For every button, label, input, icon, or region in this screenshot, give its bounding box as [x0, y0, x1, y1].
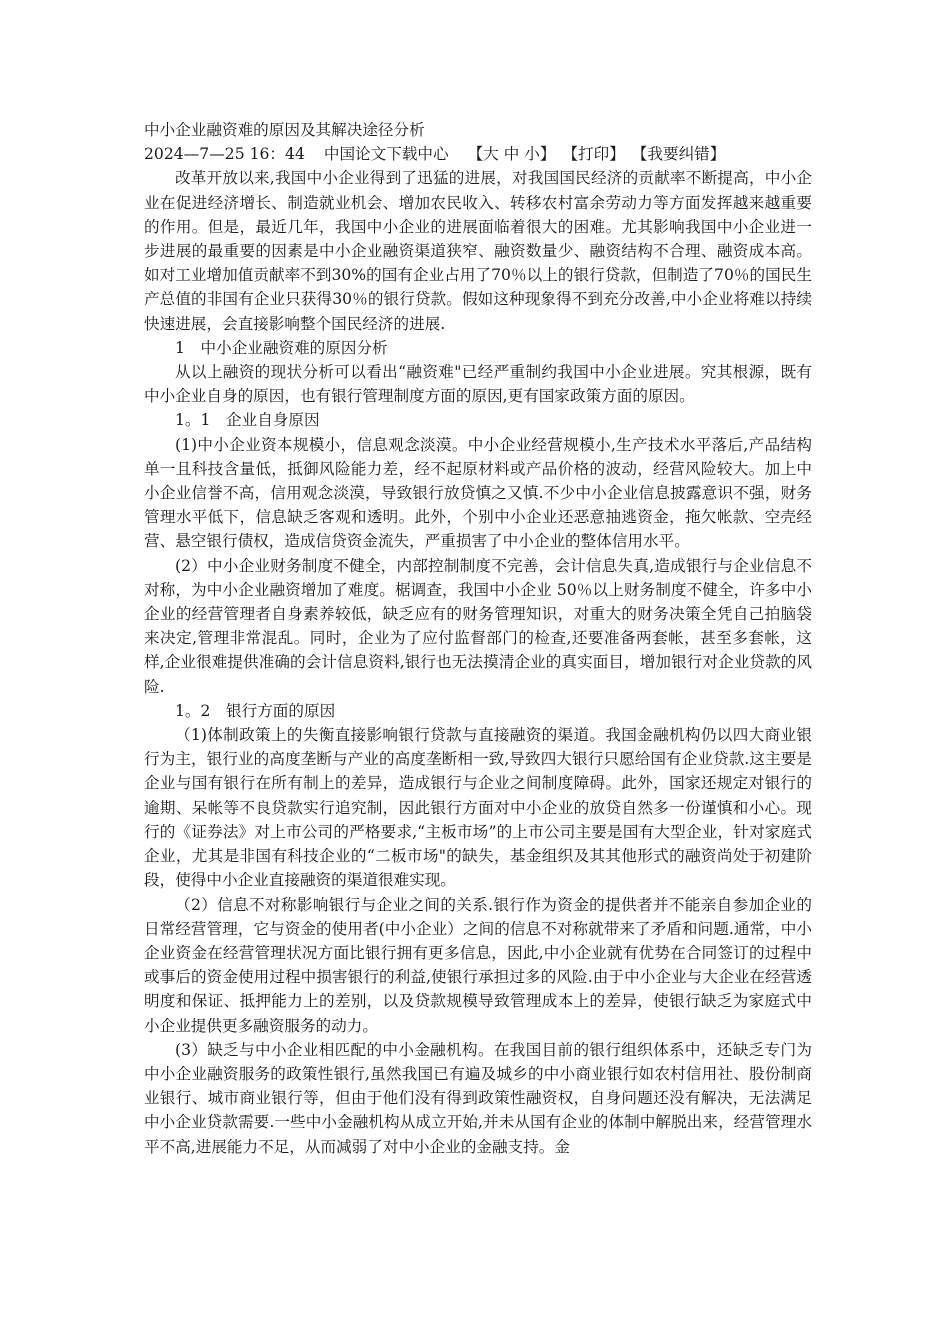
- section-1-2-paragraph-3: (3）缺乏与中小企业相匹配的中小金融机构。在我国目前的银行组织体系中，还缺乏专门为中小企业融资服务的政策性银行,虽然我国已有遍及城乡的中小商业银行如农村信用社、股份制商业银行、城市商业银行等，但由于他们没有得到政策性融资权，自身问题还没有解决，无法满足中小企业贷款需要.一些中小金融机构从成立开始,并未从国有企业的体制中解脱出来，经营管理水平不高,进展能力不足，从而减弱了对中小企业的金融支持。金: [144, 1040, 812, 1156]
- section-1-1-heading: 1。1 企业自身原因: [175, 411, 320, 430]
- source-name: 中国论文下载中心: [323, 145, 449, 164]
- article-title: 中小企业融资难的原因及其解决途径分析: [144, 121, 425, 139]
- font-size-control-link[interactable]: 【大 中 小】: [467, 145, 556, 164]
- section-1-2-paragraph-1: （1)体制政策上的失衡直接影响银行贷款与直接融资的渠道。我国金融机构仍以四大商业银行为主，银行业的高度垄断与产业的高度垄断相一致,导致四大银行只愿给国有企业贷款.这主要是企业与国有银行在所有制上的差异，造成银行与企业之间制度障碍。此外，国家还规定对银行的逾期、呆帐等不良贷款实行追究制，因此银行方面对中小企业的放贷自然多一份谨慎和小心。现行的《证券法》对上市公司的严格要求,“主板市场”的上市公司主要是国有大型企业，针对家庭式企业，尤其是非国有科技企业的“二板市场"的缺失，基金组织及其其他形式的融资尚处于初建阶段，使得中小企业直接融资的渠道很难实现。: [144, 726, 812, 890]
- publish-datetime: 2024—7—25 16：44: [144, 145, 305, 164]
- section-1-heading: 1 中小企业融资难的原因分析: [175, 338, 388, 357]
- report-error-link[interactable]: 【我要纠错】: [631, 145, 726, 164]
- section-1-2-heading: 1。2 银行方面的原因: [175, 701, 336, 720]
- section-1-intro: 从以上融资的现状分析可以看出“融资难"已经严重制约我国中小企业进展。究其根源，既有中小企业自身的原因，也有银行管理制度方面的原因,更有国家政策方面的原因。: [144, 363, 812, 406]
- section-1-2-paragraph-2: （2）信息不对称影响银行与企业之间的关系.银行作为资金的提供者并不能亲自参加企业的日常经营管理，它与资金的使用者(中小企业）之间的信息不对称就带来了矛盾和问题.通常，中小企业资金在经营管理状况方面比银行拥有更多信息，因此,中小企业就有优势在合同签订的过程中或事后的资金使用过程中损害银行的利益,使银行承担过多的风险.由于中小企业与大企业在经营透明度和保证、抵押能力上的差别，以及贷款规模导致管理成本上的差异，使银行缺乏为家庭式中小企业提供更多融资服务的动力。: [144, 895, 812, 1035]
- section-1-1-paragraph-1: (1)中小企业资本规模小，信息观念淡漠。中小企业经营规模小,生产技术水平落后,产品结构单一且科技含量低，抵御风险能力差，经不起原材料或产品价格的波动，经营风险较大。加上中小企业信誉不高，信用观念淡漠，导致银行放贷慎之又慎.不少中小企业信息披露意识不强，财务管理水平低下，信息缺乏客观和透明。此外，个别中小企业还恶意抽逃资金，拖欠帐款、空壳经营、悬空银行债权，造成信贷资金流失，严重损害了中小企业的整体信用水平。: [144, 435, 812, 551]
- article: [144, 118, 812, 1159]
- article-actions: [468, 145, 728, 163]
- paragraph-intro: 改革开放以来,我国中小企业得到了迅猛的进展，对我国国民经济的贡献率不断提高，中小企业在促进经济增长、制造就业机会、增加农民收入、转移农村富余劳动力等方面发挥越来越重要的作用。但是，最近几年，我国中小企业的进展面临着很大的困难。尤其影响我国中小企业进一步进展的最重要的因素是中小企业融资渠道狭窄、融资数量少、融资结构不合理、融资成本高。如对工业增加值贡献率不到30%的国有企业占用了70％以上的银行贷款，但制造了70％的国民生产总值的非国有企业只获得30％的银行贷款。假如这种现象得不到充分改善,中小企业将难以持续快速进展，会直接影响整个国民经济的进展.: [144, 169, 812, 333]
- article-meta: [144, 142, 812, 166]
- section-1-1-paragraph-2: (2）中小企业财务制度不健全，内部控制制度不完善，会计信息失真,造成银行与企业信息不对称，为中小企业融资增加了难度。椐调查，我国中小企业 50％以上财务制度不健全，许多中小企业的经营管理者自身素养较低，缺乏应有的财务管理知识，对重大的财务决策全凭自己拍脑袋来决定,管理非常混乱。同时，企业为了应付监督部门的检查,还要准备两套帐，甚至多套帐，这样,企业很难提供准确的会计信息资料,银行也无法摸清企业的真实面目，增加银行对企业贷款的风险.: [144, 556, 812, 696]
- print-link[interactable]: 【打印】: [562, 145, 625, 164]
